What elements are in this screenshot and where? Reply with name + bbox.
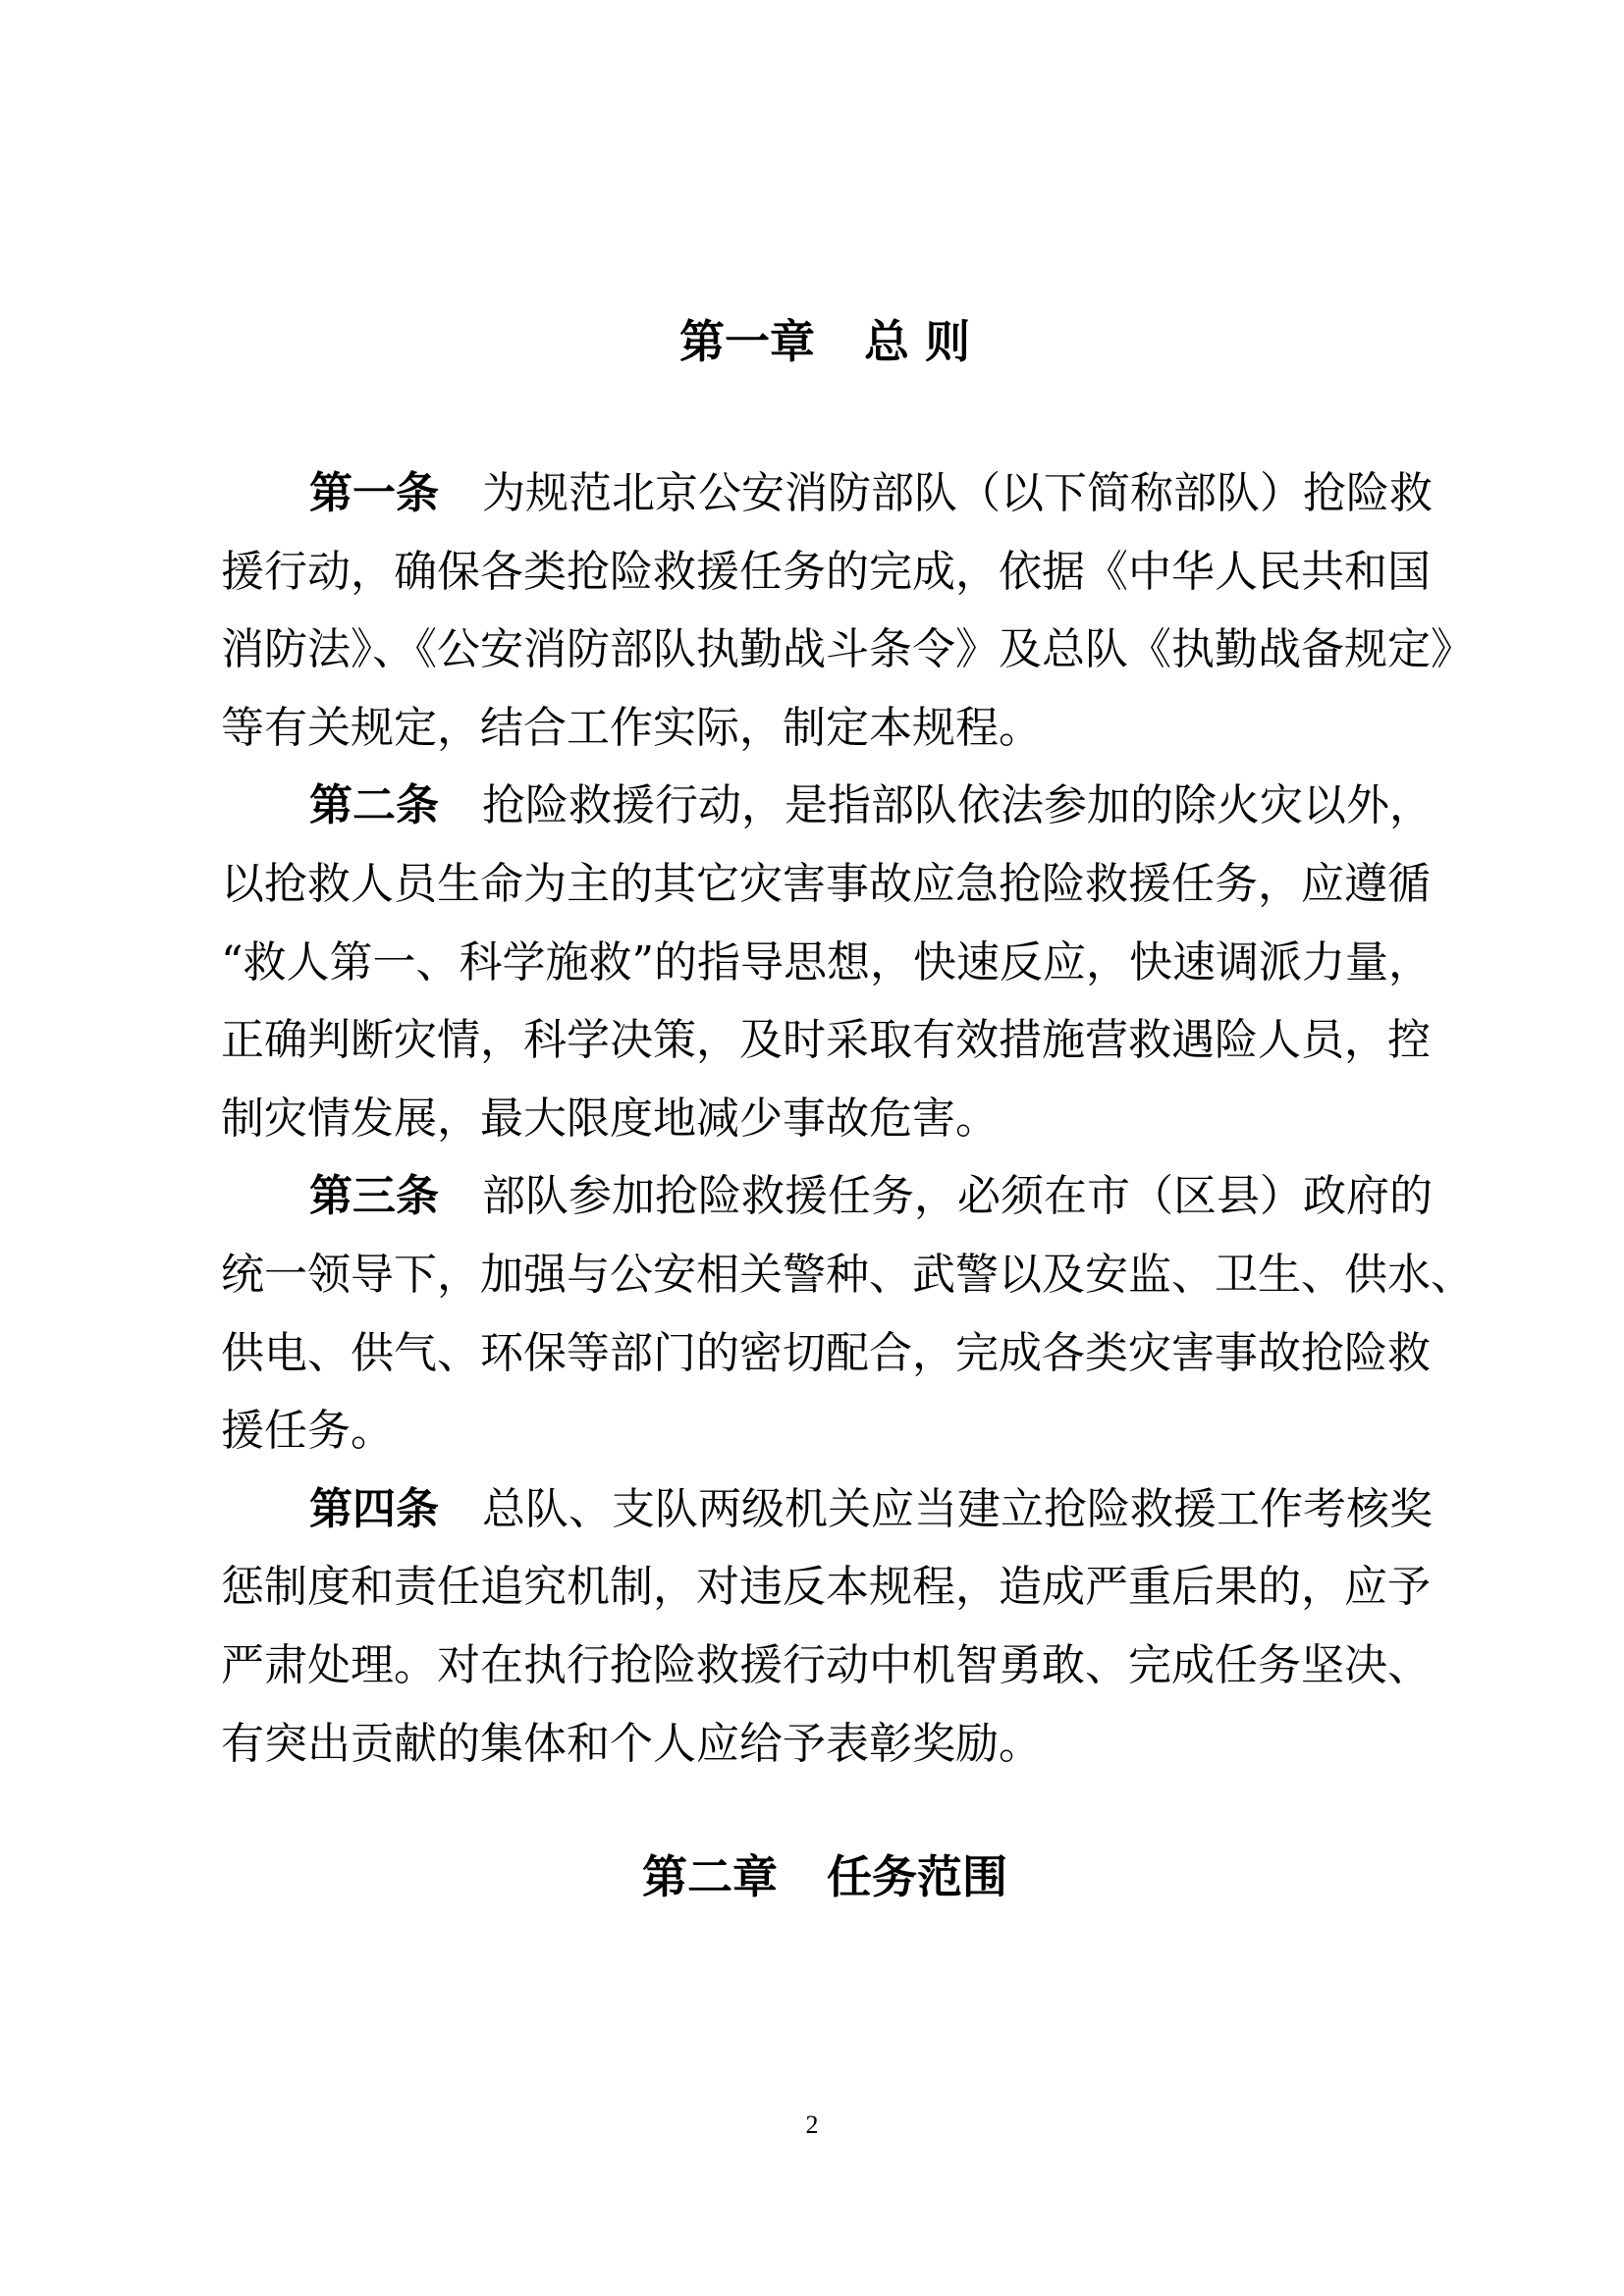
article-line [221,924,1432,1002]
article-line [221,689,1429,768]
article-text: 正确判断灾情，科学决策，及时采取有效措施营救遇险人员，控 [221,1015,1431,1066]
article-heading: 第三条 [309,1171,439,1222]
chapter-title: 任务范围 [827,1850,1007,1903]
article-line [221,1627,1429,1705]
article-line [221,533,1429,612]
article-line [221,1001,1429,1080]
article-line [221,1548,1429,1627]
article [221,767,1433,1157]
article-text: 总队、支队两级机关应当建立抢险救援工作考核奖 [482,1483,1433,1534]
article-line [221,1157,1433,1236]
chapter-number: 第一章 [678,315,815,368]
chapter-number: 第二章 [642,1850,778,1903]
article-heading: 第二条 [309,780,439,831]
article [221,1470,1433,1783]
article-line [221,767,1433,845]
page-number: 2 [805,2110,819,2139]
article-text: 统一领导下，加强与公安相关警种、武警以及安监、卫生、供水、 [221,1249,1474,1300]
article-text: 惩制度和责任追究机制，对违反本规程，造成严重后果的，应予 [221,1562,1431,1613]
article-line [221,611,1474,689]
article-line [221,1314,1429,1393]
article-text: 援任务。 [221,1406,394,1457]
article-text: 严肃处理。对在执行抢险救援行动中机智勇敢、完成任务坚决、 [221,1639,1431,1690]
article-text: 制灾情发展，最大限度地减少事故危害。 [221,1093,999,1144]
article-line [221,1080,1429,1158]
article [221,454,1474,767]
article-line [221,845,1429,924]
article-heading: 第四条 [309,1483,439,1534]
chapter-title: 总 则 [863,315,970,368]
article-text: 抢险救援行动，是指部队依法参加的除火灾以外， [482,780,1433,831]
chapter-1-heading [221,302,1429,381]
article-text: 为规范北京公安消防部队（以下简称部队）抢险救 [482,468,1433,518]
chapter-1-body [221,454,1474,1783]
chapter-2-heading [221,1838,1429,1916]
article-text: 等有关规定，结合工作实际，制定本规程。 [221,702,1042,753]
article-line [221,1236,1474,1314]
article-line [221,1392,1429,1470]
article-text: 援行动，确保各类抢险救援任务的完成，依据《中华人民共和国 [221,546,1431,597]
article-text: 消防法》、《公安消防部队执勤战斗条令》及总队《执勤战备规定》 [221,624,1474,675]
article-text: 供电、供气、环保等部门的密切配合，完成各类灾害事故抢险救 [221,1327,1431,1378]
article-text: 有突出贡献的集体和个人应给予表彰奖励。 [221,1718,1042,1769]
article-line [221,1705,1429,1784]
article [221,1157,1474,1469]
article-text: “救人第一、科学施救”的指导思想，快速反应，快速调派力量， [221,936,1432,988]
article-text: 部队参加抢险救援任务，必须在市（区县）政府的 [482,1171,1433,1222]
article-line [221,454,1433,533]
article-heading: 第一条 [309,468,439,518]
article-line [221,1470,1433,1549]
article-text: 以抢救人员生命为主的其它灾害事故应急抢险救援任务，应遵循 [221,858,1431,909]
